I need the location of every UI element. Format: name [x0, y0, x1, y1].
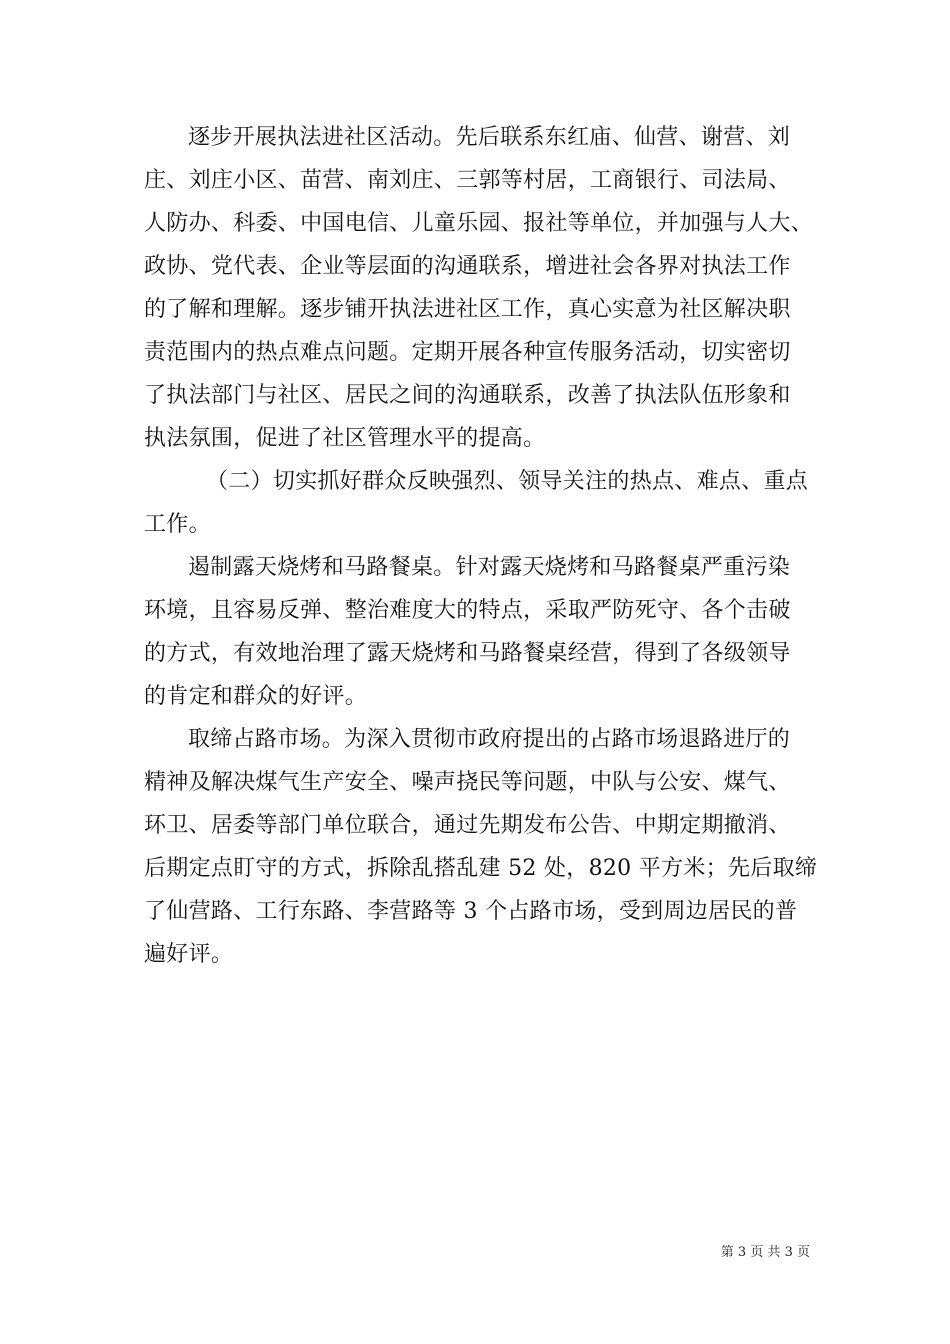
paragraph-road-market	[144, 718, 824, 976]
text-line: 工作。	[144, 512, 211, 537]
text-line: 执法氛围，促进了社区管理水平的提高。	[144, 426, 546, 451]
text-line: 遏制露天烧烤和马路餐桌。针对露天烧烤和马路餐桌严重污染	[188, 555, 791, 580]
text-line: 政协、党代表、企业等层面的沟通联系，增进社会各界对执法工作	[144, 254, 791, 279]
text-line: 庄、刘庄小区、苗营、南刘庄、三郭等村居，工商银行、司法局、	[144, 168, 791, 193]
text-line: 后期定点盯守的方式，拆除乱搭乱建 52 处，820 平方米；先后取缔	[144, 856, 818, 881]
text-line: 的肯定和群众的好评。	[144, 684, 368, 709]
document-body	[144, 116, 824, 976]
paragraph-community-law-enforcement	[144, 116, 824, 460]
text-line: 精神及解决煤气生产安全、噪声挠民等问题，中队与公安、煤气、	[144, 770, 791, 795]
section-heading	[144, 460, 824, 546]
page-number: 第 3 页 共 3 页	[720, 1245, 810, 1260]
text-line: 了执法部门与社区、居民之间的沟通联系，改善了执法队伍形象和	[144, 383, 791, 408]
text-line: （二）切实抓好群众反映强烈、领导关注的热点、难点、重点	[206, 469, 809, 494]
text-line: 了仙营路、工行东路、李营路等 3 个占路市场，受到周边居民的普	[144, 899, 798, 924]
text-line: 环卫、居委等部门单位联合，通过先期发布公告、中期定期撤消、	[144, 813, 791, 838]
text-line: 责范围内的热点难点问题。定期开展各种宣传服务活动，切实密切	[144, 340, 791, 365]
paragraph-outdoor-barbecue	[144, 546, 824, 718]
text-line: 的了解和理解。逐步铺开执法进社区工作，真心实意为社区解决职	[144, 297, 791, 322]
text-line: 逐步开展执法进社区活动。先后联系东红庙、仙营、谢营、刘	[188, 125, 791, 150]
text-line: 人防办、科委、中国电信、儿童乐园、报社等单位，并加强与人大、	[144, 211, 814, 236]
text-line: 环境，且容易反弹、整治难度大的特点，采取严防死守、各个击破	[144, 598, 791, 623]
text-line: 的方式，有效地治理了露天烧烤和马路餐桌经营，得到了各级领导	[144, 641, 791, 666]
text-line: 遍好评。	[144, 942, 234, 967]
text-line: 取缔占路市场。为深入贯彻市政府提出的占路市场退路进厅的	[188, 727, 791, 752]
